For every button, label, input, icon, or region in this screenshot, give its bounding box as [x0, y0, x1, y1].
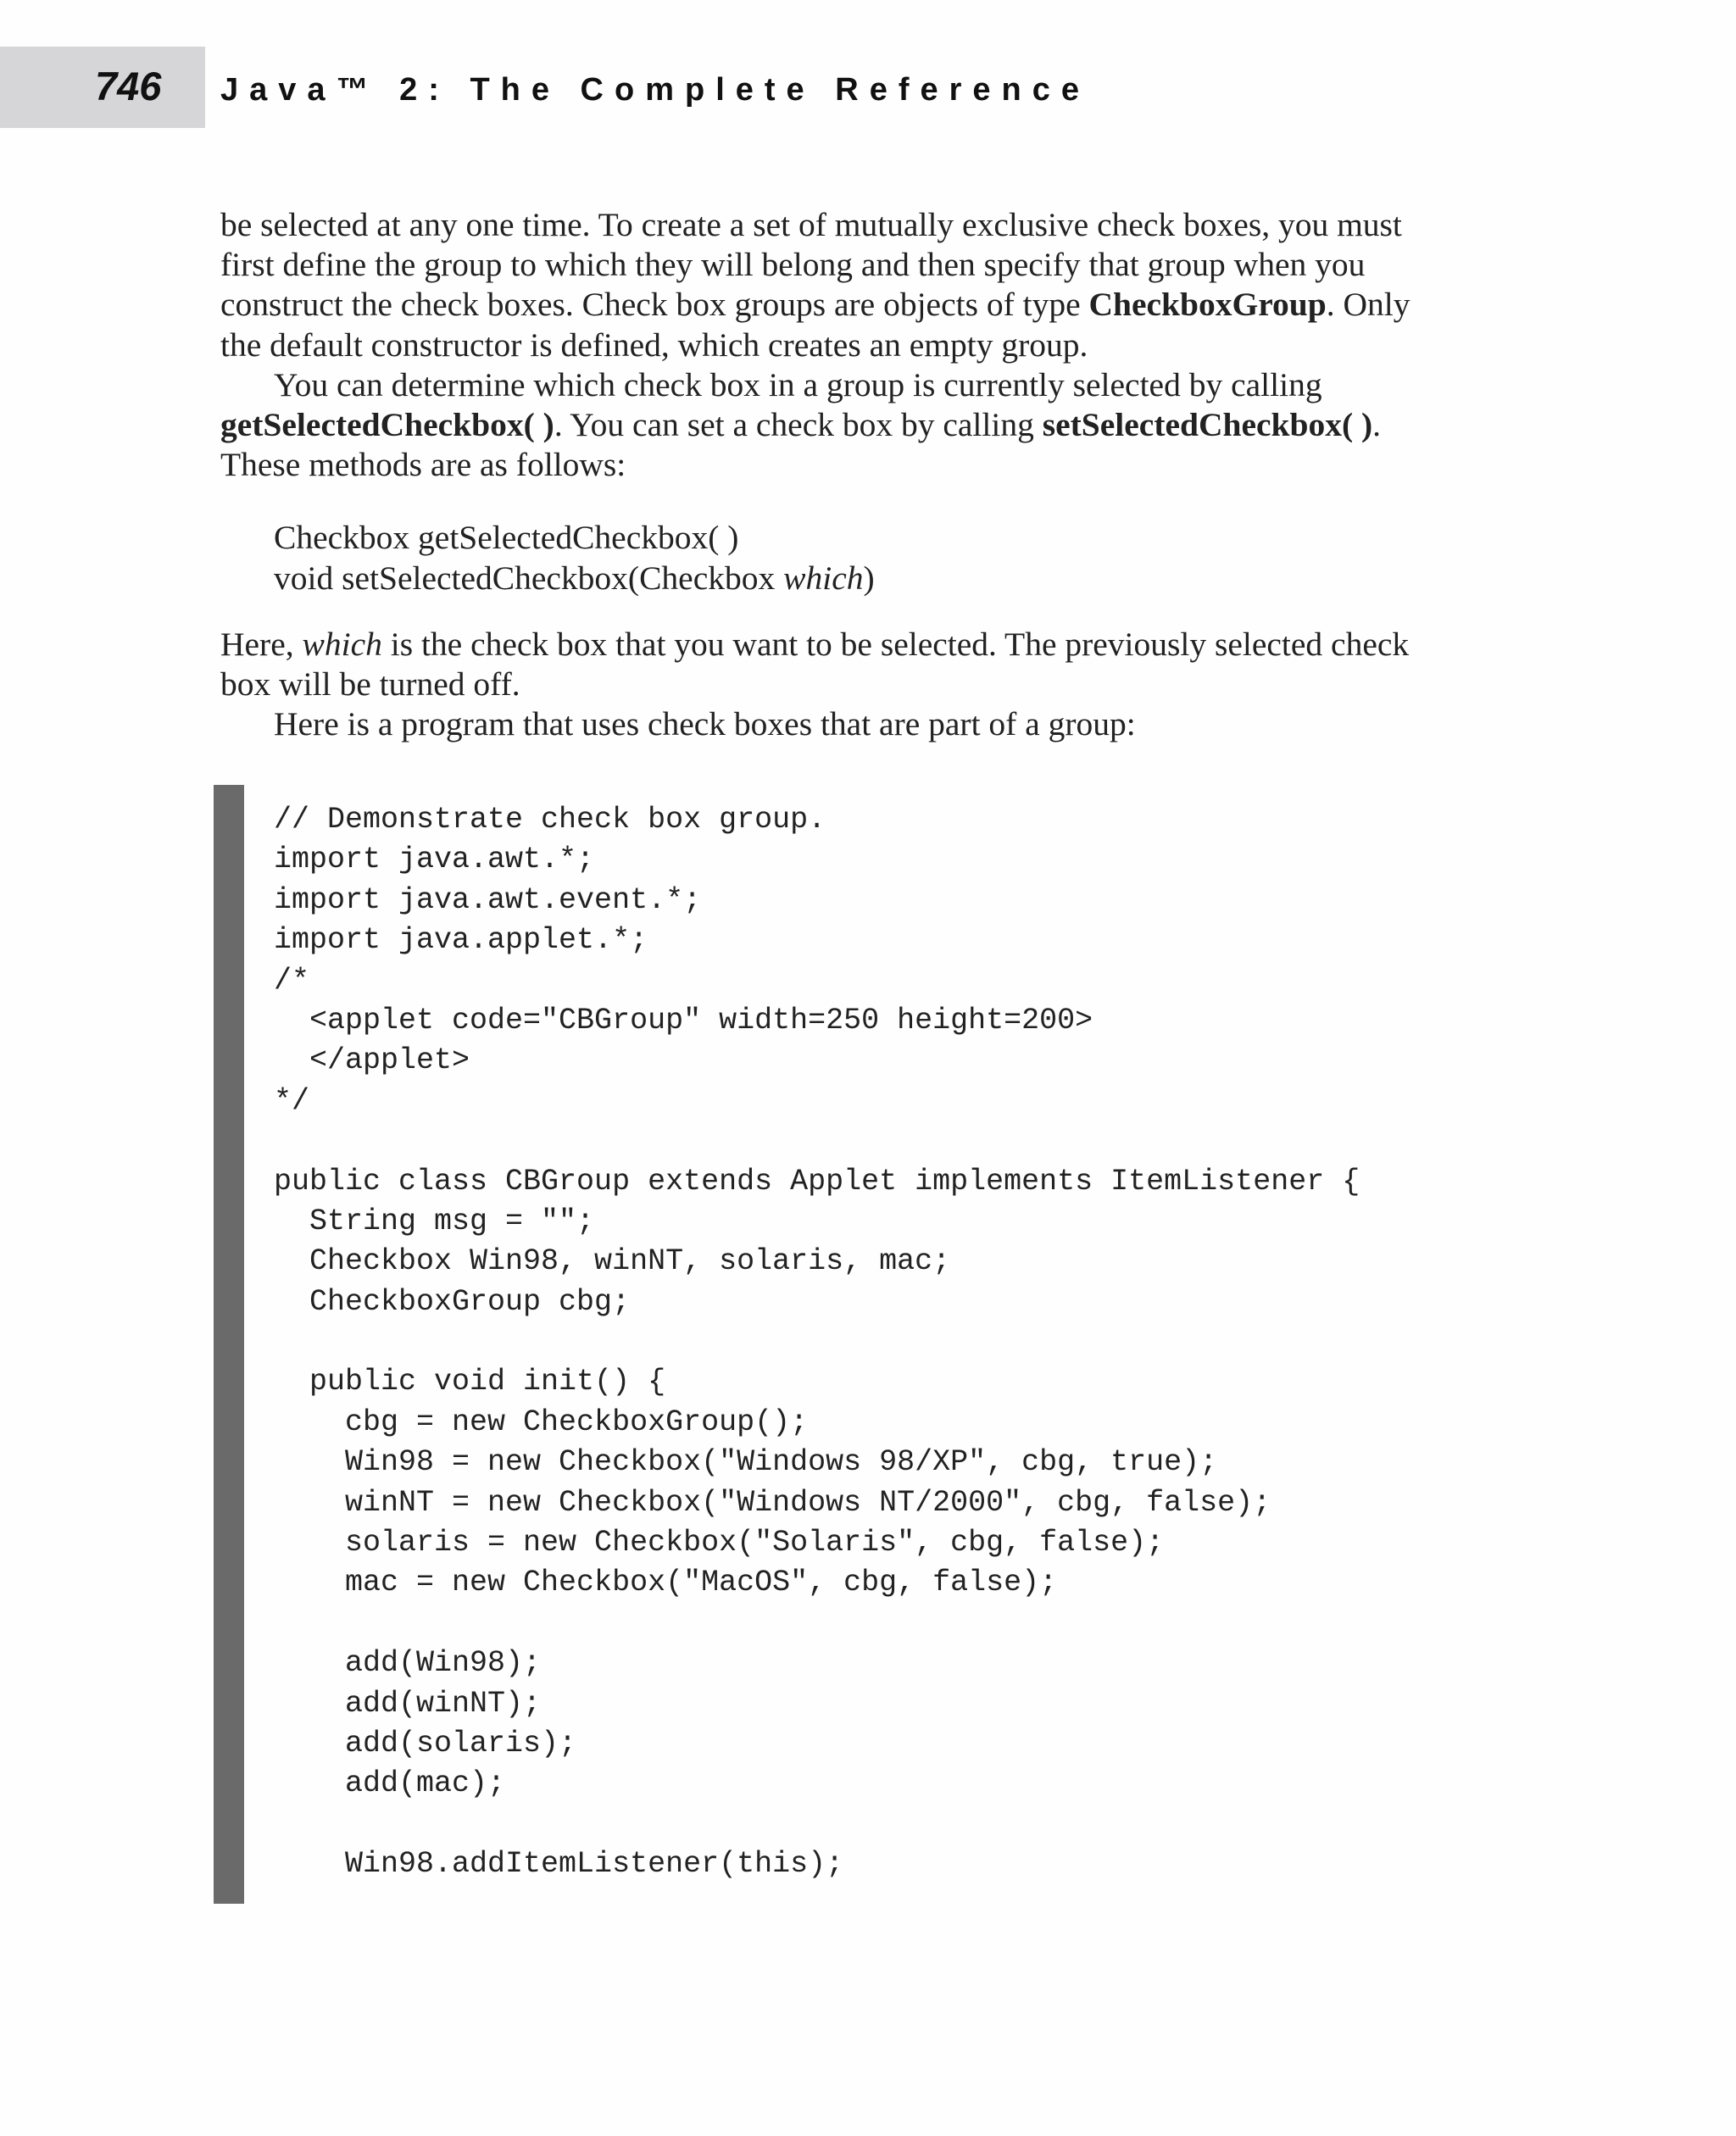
- text-line: You can determine which check box in a group is currently selected by calling: [274, 366, 1322, 403]
- code-line: [274, 1121, 1360, 1161]
- text-run: void setSelectedCheckbox(Checkbox: [274, 559, 784, 597]
- code-line: /*: [274, 963, 310, 998]
- code-line: cbg = new CheckboxGroup();: [274, 1405, 809, 1439]
- class-name-bold: CheckboxGroup: [1088, 286, 1327, 324]
- code-line: */: [274, 1083, 310, 1118]
- code-line: add(winNT);: [274, 1686, 542, 1721]
- code-line: <applet code="CBGroup" width=250 height=200>: [274, 1003, 1093, 1037]
- code-line: String msg = "";: [274, 1204, 595, 1238]
- text-line: first define the group to which they will belong and then specify that group when you: [220, 246, 1366, 284]
- code-line: [274, 1604, 1360, 1644]
- text-run: is the check box that you want to be selected. The previously selected check: [381, 626, 1410, 663]
- code-line: add(mac);: [274, 1766, 506, 1801]
- code-line: public void init() {: [274, 1365, 666, 1399]
- text-run: .: [1372, 406, 1382, 444]
- code-line: import java.applet.*;: [274, 923, 648, 958]
- code-line: </applet>: [274, 1043, 470, 1078]
- signature-line: [274, 558, 875, 598]
- param-italic: which: [783, 559, 864, 597]
- text-run: ): [863, 559, 875, 597]
- explanation-paragraph: [220, 625, 1526, 745]
- methods-paragraph: [220, 365, 1526, 486]
- text-line: [220, 625, 1526, 665]
- code-line: Checkbox Win98, winNT, solaris, mac;: [274, 1244, 951, 1279]
- code-line: add(solaris);: [274, 1726, 577, 1761]
- code-line: // Demonstrate check box group.: [274, 803, 826, 837]
- text-line: box will be turned off.: [220, 665, 520, 704]
- text-run: . Only: [1326, 286, 1410, 324]
- code-line: add(Win98);: [274, 1646, 542, 1681]
- code-line: [274, 1322, 1360, 1362]
- code-listing-bar: [214, 785, 244, 1904]
- code-line: Win98 = new Checkbox("Windows 98/XP", cbg, true);: [274, 1445, 1218, 1480]
- method-name-bold: setSelectedCheckbox( ): [1042, 406, 1373, 444]
- text-run: . You can set a check box by calling: [554, 406, 1043, 444]
- code-line: winNT = new Checkbox("Windows NT/2000", cbg, false);: [274, 1485, 1271, 1520]
- text-line: Here is a program that uses check boxes that are part of a group:: [274, 705, 1136, 743]
- method-signatures: [274, 517, 875, 598]
- code-line: import java.awt.*;: [274, 843, 595, 877]
- text-run: construct the check boxes. Check box groups are objects of type: [220, 286, 1089, 324]
- text-line: be selected at any one time. To create a set of mutually exclusive check boxes, you must: [220, 206, 1402, 243]
- code-line: CheckboxGroup cbg;: [274, 1284, 631, 1319]
- text-run: Here,: [220, 626, 303, 663]
- code-line: import java.awt.event.*;: [274, 882, 702, 917]
- code-line: public class CBGroup extends Applet implements ItemListener {: [274, 1164, 1360, 1199]
- code-listing: [274, 800, 1360, 1885]
- page-number: 746: [95, 64, 162, 108]
- text-line: [220, 405, 1526, 445]
- text-line: These methods are as follows:: [220, 446, 626, 484]
- text-line: the default constructor is defined, which creates an empty group.: [220, 325, 1088, 364]
- code-line: mac = new Checkbox("MacOS", cbg, false);: [274, 1566, 1058, 1600]
- method-name-bold: getSelectedCheckbox( ): [220, 406, 554, 444]
- intro-paragraph: [220, 205, 1526, 365]
- code-line: [274, 1805, 1360, 1844]
- param-italic: which: [302, 626, 382, 663]
- text-line: [220, 285, 1526, 325]
- code-line: Win98.addItemListener(this);: [274, 1847, 844, 1882]
- running-title: Java™ 2: The Complete Reference: [220, 72, 1091, 108]
- code-line: solaris = new Checkbox("Solaris", cbg, false);: [274, 1526, 1165, 1560]
- signature-line: Checkbox getSelectedCheckbox( ): [274, 519, 739, 556]
